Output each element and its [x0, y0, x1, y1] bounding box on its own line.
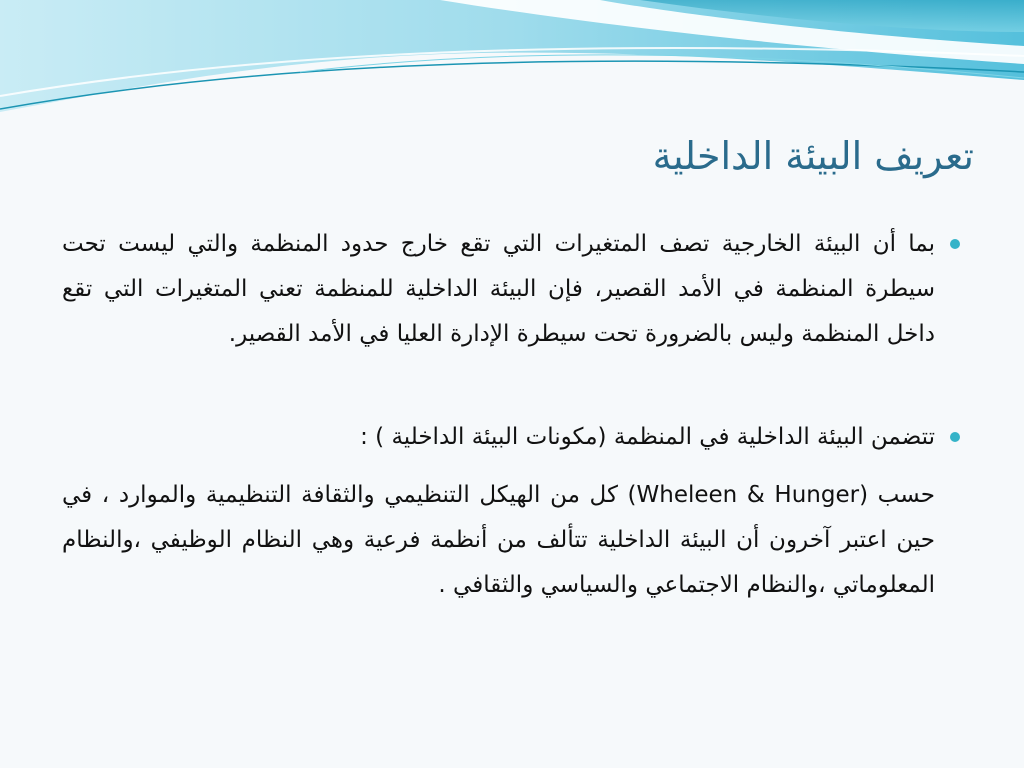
bullet-text: تتضمن البيئة الداخلية في المنظمة (مكونات البيئة الداخلية ) : — [360, 424, 935, 450]
slide-body — [62, 222, 962, 608]
body-paragraph-wheleen-hunger: حسب (Wheleen & Hunger) كل من الهيكل التنظيمي والثقافة التنظيمية والموارد ، في حين اعتبر آخرون أن البيئة الداخلية تتألف من أنظمة فرعية وهي النظام الوظيفي ،والنظام المعلوماتي ،والنظام الاجتماعي والسياسي والثقافي . — [62, 482, 935, 598]
bullet-item-internal-environment-components — [62, 415, 962, 460]
slide-title: تعريف البيئة الداخلية — [652, 134, 974, 178]
bullet-item-internal-environment-definition — [62, 222, 962, 357]
bullet-text: بما أن البيئة الخارجية تصف المتغيرات التي تقع خارج حدود المنظمة والتي ليست تحت سيطرة المنظمة في الأمد القصير، فإن البيئة الداخلية للمنظمة تعني المتغيرات التي تقع داخل المنظمة وليس بالضرورة تحت سيطرة الإدارة العليا في الأمد القصير. — [62, 231, 935, 347]
bullet-dot-icon — [950, 239, 960, 249]
header-wave-decoration — [0, 0, 1024, 120]
bullet-dot-icon — [950, 432, 960, 442]
